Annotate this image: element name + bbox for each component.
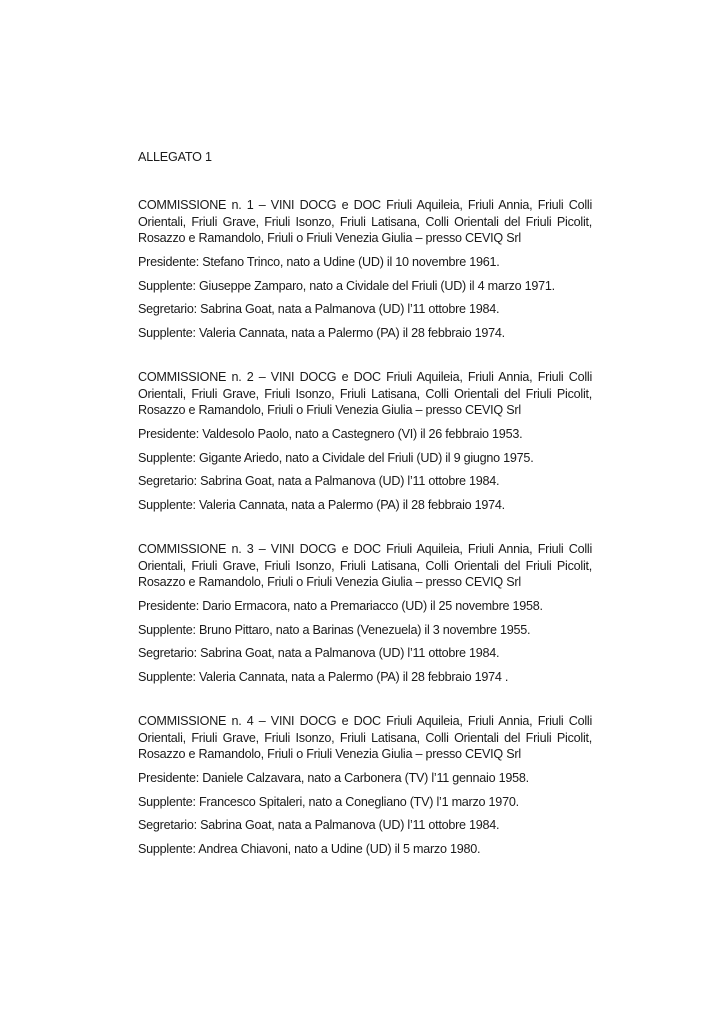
commission-member: Presidente: Daniele Calzavara, nato a Carbonera (TV) l’11 gennaio 1958.	[138, 771, 529, 786]
commission-section	[138, 197, 592, 341]
commission-section	[138, 369, 592, 513]
commission-member: Segretario: Sabrina Goat, nata a Palmanova (UD) l’11 ottobre 1984.	[138, 646, 500, 661]
commission-member: Presidente: Stefano Trinco, nato a Udine (UD) il 10 novembre 1961.	[138, 255, 500, 270]
commission-member: Segretario: Sabrina Goat, nata a Palmanova (UD) l’11 ottobre 1984.	[138, 818, 500, 833]
commission-member: Presidente: Dario Ermacora, nato a Premariacco (UD) il 25 novembre 1958.	[138, 599, 543, 614]
commission-member: Supplente: Valeria Cannata, nata a Palermo (PA) il 28 febbraio 1974 .	[138, 669, 509, 684]
commission-member: Supplente: Valeria Cannata, nata a Palermo (PA) il 28 febbraio 1974.	[138, 497, 505, 512]
commission-title: COMMISSIONE n. 3 – VINI DOCG e DOC Friuli Aquileia, Friuli Annia, Friuli Colli Orientali, Friuli Grave, Friuli Isonzo, Friuli Latisana, Colli Orientali del Friuli Picolit, Rosazzo e Ramandolo, Friuli o Friuli Venezia Giulia – presso CEVIQ Srl	[138, 542, 592, 589]
commission-member: Supplente: Andrea Chiavoni, nato a Udine (UD) il 5 marzo 1980.	[138, 841, 481, 856]
commission-member: Supplente: Gigante Ariedo, nato a Cividale del Friuli (UD) il 9 giugno 1975.	[138, 450, 534, 465]
commission-member: Supplente: Valeria Cannata, nata a Palermo (PA) il 28 febbraio 1974.	[138, 325, 505, 340]
commission-member: Supplente: Bruno Pittaro, nato a Barinas (Venezuela) il 3 novembre 1955.	[138, 622, 531, 637]
commission-section	[138, 541, 592, 685]
commission-title: COMMISSIONE n. 4 – VINI DOCG e DOC Friuli Aquileia, Friuli Annia, Friuli Colli Orientali, Friuli Grave, Friuli Isonzo, Friuli Latisana, Colli Orientali del Friuli Picolit, Rosazzo e Ramandolo, Friuli o Friuli Venezia Giulia – presso CEVIQ Srl	[138, 714, 592, 761]
commission-member: Segretario: Sabrina Goat, nata a Palmanova (UD) l’11 ottobre 1984.	[138, 302, 500, 317]
page-title: ALLEGATO 1	[138, 150, 212, 164]
commission-title: COMMISSIONE n. 1 – VINI DOCG e DOC Friuli Aquileia, Friuli Annia, Friuli Colli Orientali, Friuli Grave, Friuli Isonzo, Friuli Latisana, Colli Orientali del Friuli Picolit, Rosazzo e Ramandolo, Friuli o Friuli Venezia Giulia – presso CEVIQ Srl	[138, 198, 592, 245]
commission-title: COMMISSIONE n. 2 – VINI DOCG e DOC Friuli Aquileia, Friuli Annia, Friuli Colli Orientali, Friuli Grave, Friuli Isonzo, Friuli Latisana, Colli Orientali del Friuli Picolit, Rosazzo e Ramandolo, Friuli o Friuli Venezia Giulia – presso CEVIQ Srl	[138, 370, 592, 417]
commission-member: Supplente: Giuseppe Zamparo, nato a Cividale del Friuli (UD) il 4 marzo 1971.	[138, 278, 555, 293]
commission-member: Segretario: Sabrina Goat, nata a Palmanova (UD) l’11 ottobre 1984.	[138, 474, 500, 489]
commission-section	[138, 713, 592, 857]
commission-member: Presidente: Valdesolo Paolo, nato a Castegnero (VI) il 26 febbraio 1953.	[138, 427, 523, 442]
commission-member: Supplente: Francesco Spitaleri, nato a Conegliano (TV) l’1 marzo 1970.	[138, 794, 519, 809]
